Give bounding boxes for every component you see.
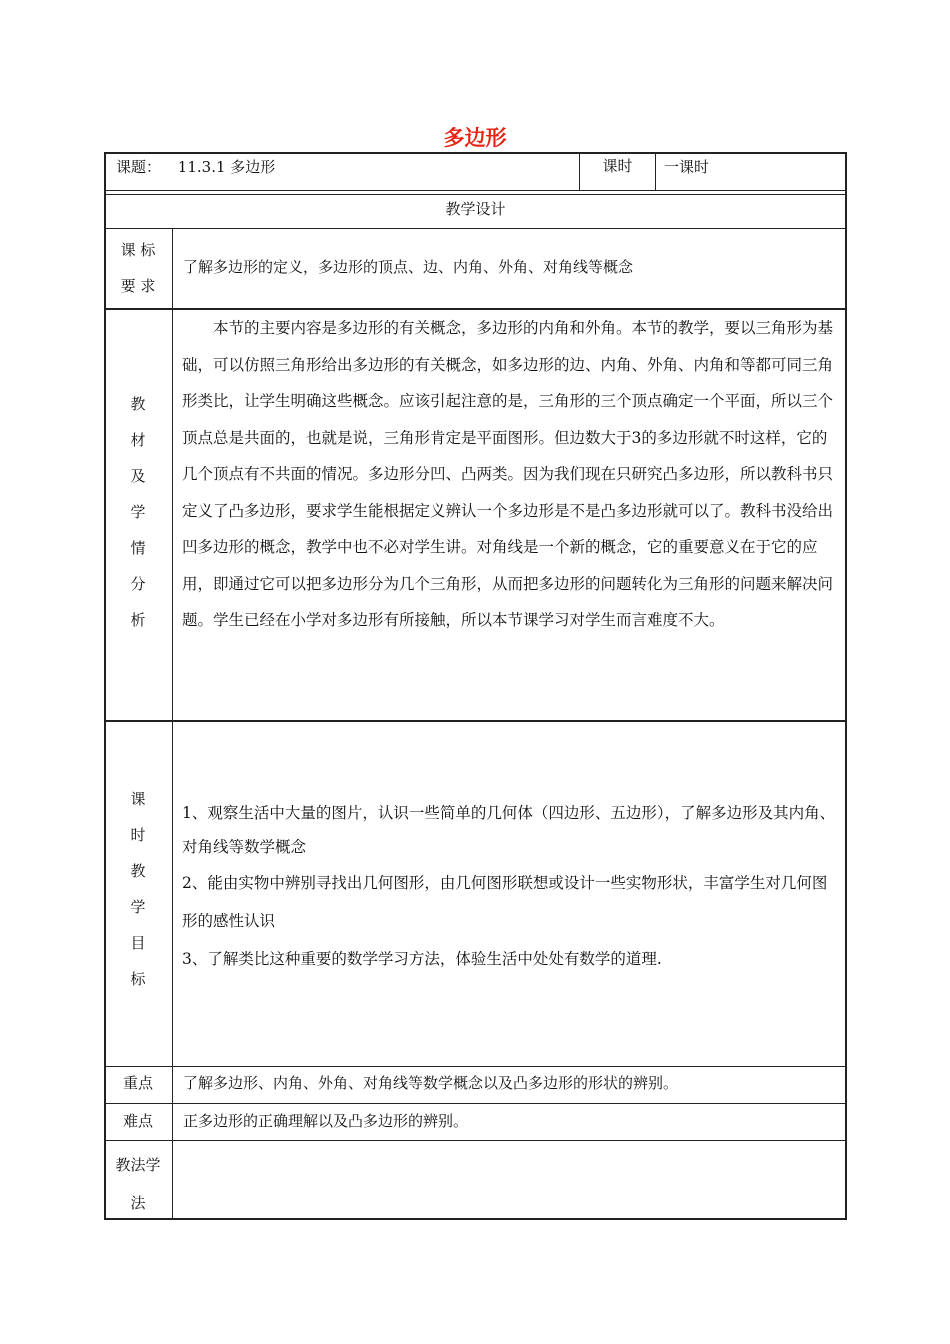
- analysis-label: [104, 386, 172, 646]
- difficulty-content: 正多边形的正确理解以及凸多边形的辨别。: [183, 1112, 469, 1130]
- period-value: 一课时: [664, 158, 710, 176]
- row-divider: [104, 1066, 847, 1067]
- analysis-label-char: 材: [130, 431, 146, 449]
- column-divider: [172, 228, 173, 1219]
- objectives-label: [104, 781, 172, 1001]
- standard-content: 了解多边形的定义，多边形的顶点、边、内角、外角、对角线等概念: [183, 258, 634, 276]
- row-divider: [104, 190, 847, 191]
- key-point-label: 重点: [122, 1074, 153, 1092]
- method-label: [104, 1146, 172, 1218]
- row-divider: [104, 720, 847, 722]
- objectives-label-char: 教: [130, 862, 146, 880]
- page-title: 多边形: [443, 126, 507, 150]
- objective-item: 3、了解类比这种重要的数学学习方法，体验生活中处处有数学的道理.: [182, 950, 662, 968]
- objectives-label-char: 学: [130, 898, 146, 916]
- difficulty-label: 难点: [122, 1112, 153, 1130]
- design-title: 教学设计: [445, 200, 506, 218]
- objectives-label-char: 时: [130, 826, 146, 844]
- objective-item: 2、能由实物中辨别寻找出几何图形，由几何图形联想或设计一些实物形状，丰富学生对几何图形的感性认识: [182, 874, 828, 930]
- topic-label: 课题：: [116, 158, 162, 176]
- analysis-label-char: 分: [130, 575, 146, 593]
- objective-item: 1、观察生活中大量的图片，认识一些简单的几何体（四边形、五边形），了解多边形及其内角、对角线等数学概念: [182, 804, 836, 856]
- key-point-content: 了解多边形、内角、外角、对角线等数学概念以及凸多边形的形状的辨别。: [183, 1074, 679, 1092]
- analysis-label-char: 及: [130, 467, 146, 485]
- method-content: [183, 1150, 838, 1216]
- period-label: 课时: [602, 157, 633, 175]
- standard-label-line: 课 标: [120, 241, 156, 259]
- row-divider: [104, 194, 847, 195]
- objectives-label-char: 标: [130, 970, 146, 988]
- column-divider: [655, 152, 656, 190]
- analysis-content: 本节的主要内容是多边形的有关概念，多边形的内角和外角。本节的教学，要以三角形为基础，可以仿照三角形给出多边形的有关概念，如多边形的边、内角、外角、内角和等都可同三角形类比，让学生明确这些概念。应该引起注意的是，三角形的三个顶点确定一个平面，所以三个顶点总是共面的，也就是说，三角形肯定是平面图形。但边数大于3的多边形就不时这样，它的几个顶点有不共面的情况。多边形分凹、凸两类。因为我们现在只研究凸多边形，所以教科书只定义了凸多边形，要求学生能根据定义辨认一个多边形是不是凸多边形就可以了。教科书没给出凹多边形的概念，教学中也不必对学生讲。对角线是一个新的概念，它的重要意义在于它的应用，即通过它可以把多边形分为几个三角形，从而把多边形的问题转化为三角形的问题来解决问题。学生已经在小学对多边形有所接触，所以本节课学习对学生而言难度不大。: [182, 319, 834, 629]
- method-label-line: 教法学: [115, 1156, 161, 1174]
- standard-label-line: 要 求: [120, 277, 156, 295]
- analysis-label-char: 情: [130, 539, 146, 557]
- objectives-content: [182, 796, 838, 996]
- topic-cell: [116, 156, 576, 184]
- analysis-label-char: 学: [130, 503, 146, 521]
- objectives-label-char: 目: [130, 934, 146, 952]
- objectives-label-char: 课: [130, 790, 146, 808]
- row-divider: [104, 1103, 847, 1104]
- standard-label: [104, 230, 172, 308]
- row-divider: [104, 228, 847, 229]
- analysis-label-char: 教: [130, 395, 146, 413]
- analysis-label-char: 析: [130, 611, 146, 629]
- method-label-line: 法: [130, 1194, 146, 1212]
- topic-value: 11.3.1 多边形: [177, 158, 276, 176]
- row-divider: [104, 1140, 847, 1141]
